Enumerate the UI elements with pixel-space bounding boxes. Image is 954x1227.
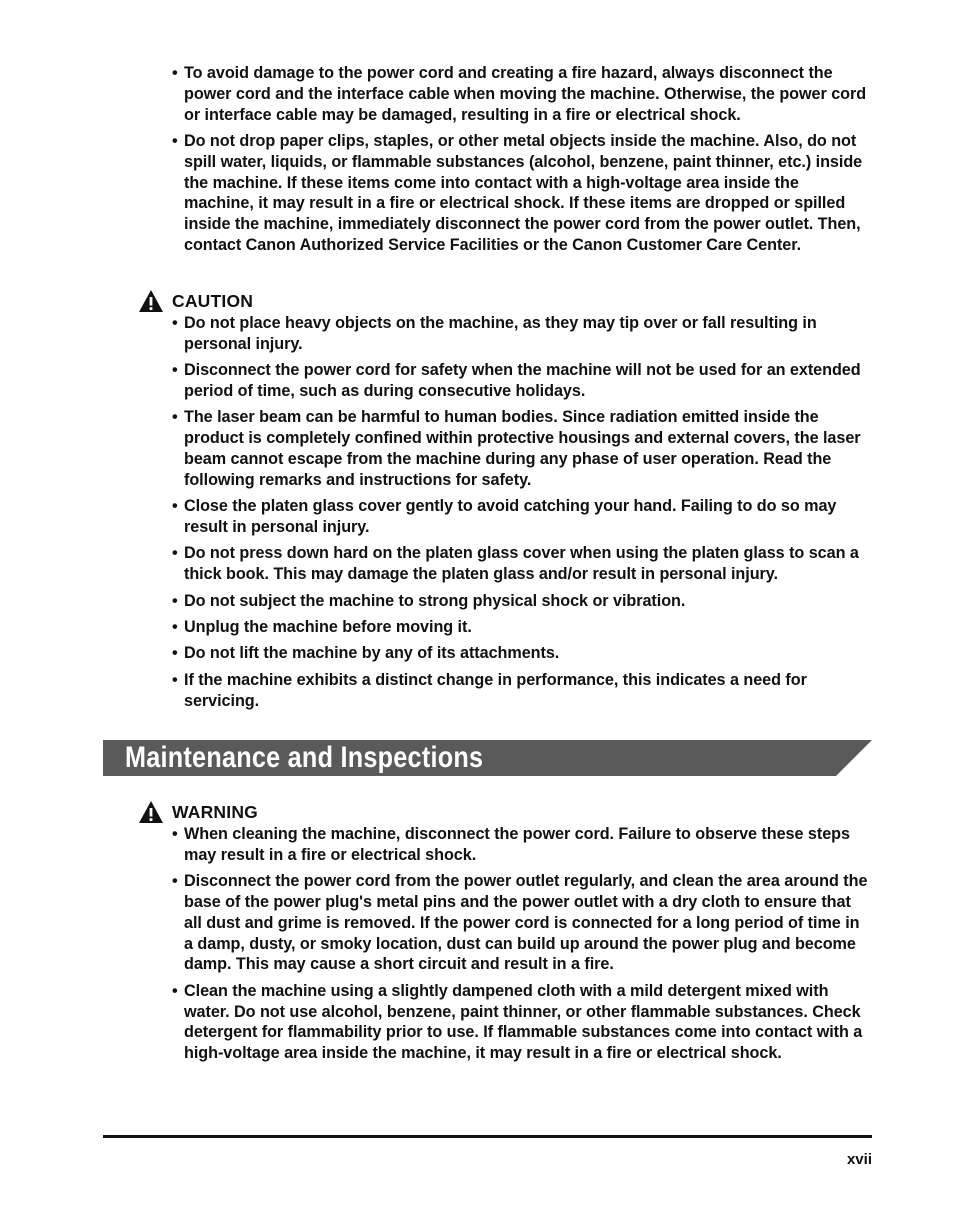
list-item: • When cleaning the machine, disconnect the power cord. Failure to observe these steps may result in a fire or electrical shock.: [170, 824, 872, 866]
list-item: • Disconnect the power cord from the power outlet regularly, and clean the area around the base of the power plug's metal pins and the power outlet with a dry cloth to ensure that all dust and grime is removed. If the power cord is connected for a long period of time in a damp, dusty, or smoky location, dust can build up around the power plug and become damp. This may cause a short circuit and result in a fire.: [170, 871, 872, 975]
warning-bullet-list: [170, 824, 872, 1070]
list-item: • Do not press down hard on the platen glass cover when using the platen glass to scan a thick book. This may damage the platen glass and/or result in personal injury.: [170, 543, 872, 585]
list-item: • Do not place heavy objects on the machine, as they may tip over or fall resulting in personal injury.: [170, 313, 872, 355]
caution-heading: [138, 289, 253, 313]
list-item: • The laser beam can be harmful to human bodies. Since radiation emitted inside the product is completely confined within protective housings and external covers, the laser beam cannot escape from the machine during any phase of user operation. Read the following remarks and instructions for safety.: [170, 407, 872, 490]
caution-bullet-list: [170, 313, 872, 717]
warning-triangle-icon: [138, 289, 164, 313]
warning-heading: [138, 800, 258, 824]
list-item: • Do not lift the machine by any of its attachments.: [170, 643, 872, 664]
list-item: • Do not drop paper clips, staples, or other metal objects inside the machine. Also, do not spill water, liquids, or flammable substances (alcohol, benzene, paint thinner, etc.) inside the machine. If these items come into contact with a high-voltage area inside the machine, it may result in a fire or electrical shock. If these items are dropped or spilled inside the machine, immediately disconnect the power cord from the power outlet. Then, contact Canon Authorized Service Facilities or the Canon Customer Care Center.: [170, 131, 872, 256]
warning-triangle-icon: [138, 800, 164, 824]
section-title: Maintenance and Inspections: [125, 741, 484, 774]
list-item: • If the machine exhibits a distinct change in performance, this indicates a need for servicing.: [170, 670, 872, 712]
list-item: • Close the platen glass cover gently to avoid catching your hand. Failing to do so may result in personal injury.: [170, 496, 872, 538]
caution-label: CAUTION: [172, 290, 254, 311]
list-item: • Disconnect the power cord for safety when the machine will not be used for an extended period of time, such as during consecutive holidays.: [170, 360, 872, 402]
list-item: • Unplug the machine before moving it.: [170, 617, 872, 638]
top-bullet-list: [170, 63, 872, 261]
page-number: xvii: [846, 1151, 872, 1168]
footer-rule: [103, 1135, 872, 1138]
list-item: • Clean the machine using a slightly dampened cloth with a mild detergent mixed with water. Do not use alcohol, benzene, paint thinner, or other flammable substances. Check detergent for flammability prior to use. If flammable substances come into contact with a high-voltage area inside the machine, it may result in a fire or electrical shock.: [170, 981, 872, 1064]
warning-label: WARNING: [172, 801, 258, 822]
list-item: • To avoid damage to the power cord and creating a fire hazard, always disconnect the power cord and the interface cable when moving the machine. Otherwise, the power cord or interface cable may be damaged, resulting in a fire or electrical shock.: [170, 63, 872, 125]
list-item: • Do not subject the machine to strong physical shock or vibration.: [170, 591, 872, 612]
